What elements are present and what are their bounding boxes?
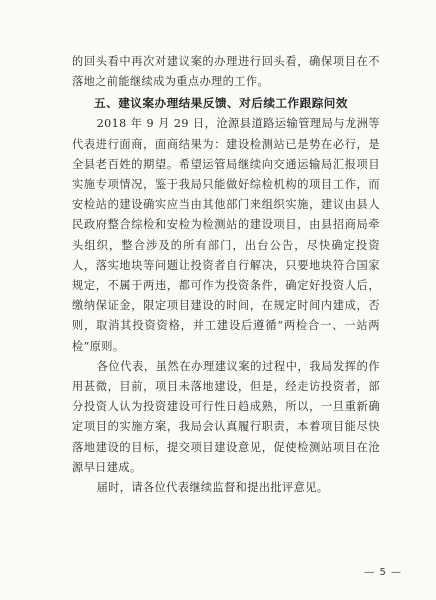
paragraph-closing: 届时，请各位代表继续监督和提出批评意见。 — [96, 481, 329, 495]
paragraph-continuation: 的回头看中再次对建议案的办理进行回头看，确保项目在不落地之前能继续成为重点办理的工作。 — [72, 55, 380, 89]
section-heading-five: 五、建议案办理结果反馈、对后续工作跟踪问效 — [94, 96, 348, 111]
page-number: — 5 — — [364, 567, 402, 578]
paragraph-meeting-result: 2018 年 9 月 29 日，沧源县道路运输管理局与龙洲等代表进行面商，面商结果为：建设检测站已是势在必行，是全县老百姓的期望。希望运管局继续向交通运输局汇报项目实施专项情况，鉴于我局只能做好综检机构的项目工作，而安检站的建设确实应当由其他部门来组织实施，建议由县人民政府整合综检和安检为检测站的建设项目，由县招商局牵头组织，整合涉及的所有部门，出台公告，尽快确定投资人，落实地块等问题让投资者自行解决，只要地块符合国家规定，不属于两违，都可作为投资条件，确定好投资人后，缴纳保证金，限定项目建设的时间，在规定时间内建成，否则，取消其投资资格，并工建设后遵循“两检合一、一站两检”原则。 — [72, 117, 380, 353]
paragraph-representatives: 各位代表，虽然在办理建议案的过程中，我局发挥的作用甚微，目前，项目未落地建设，但是，经走访投资者，部分投资人认为投资建设可行性日趋成熟，所以，一旦重新确定项目的实施方案，我局会认真履行职责，本着项目能尽快落地建设的目标，提交项目建设意见，促使检测站项目在沧源早日建成。 — [72, 359, 380, 474]
